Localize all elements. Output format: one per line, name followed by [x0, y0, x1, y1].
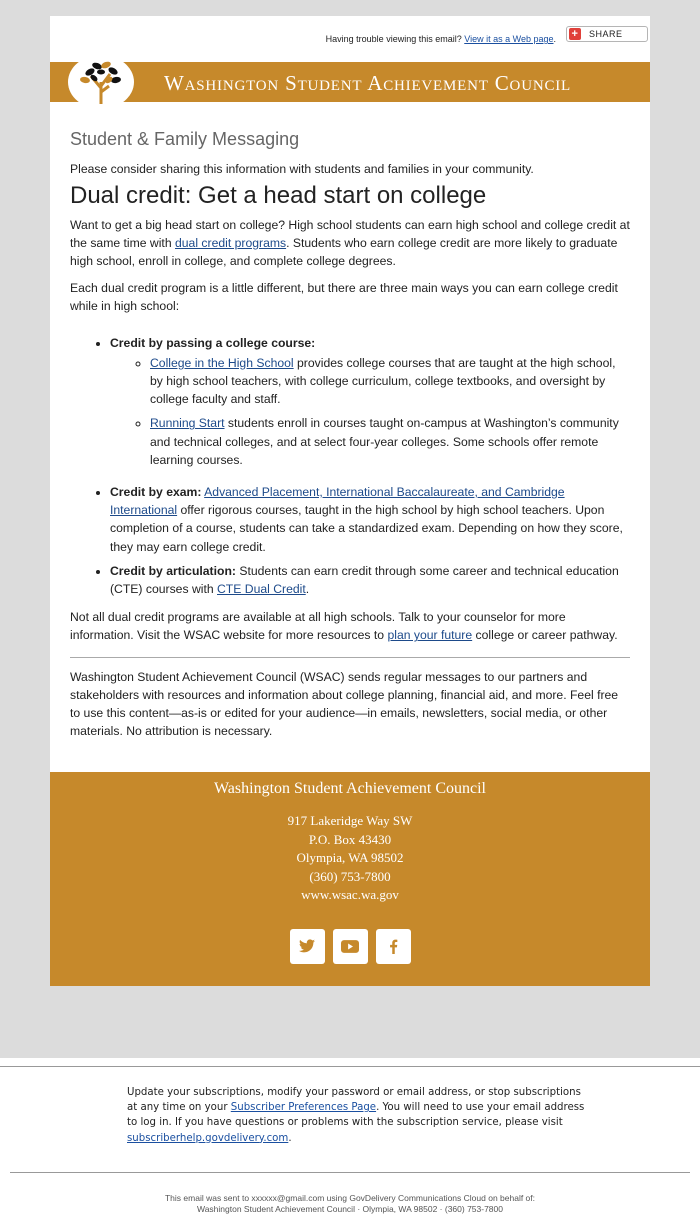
- item3-title: Credit by articulation:: [110, 563, 236, 578]
- youtube-button[interactable]: [333, 929, 368, 964]
- sent-notice: [0, 1193, 700, 1215]
- city-state-zip: Olympia, WA 98502: [296, 850, 404, 866]
- item2-text: offer rigorous courses, taught in the high school by high school teachers. Upon completion of a course, students can take a standardized exam. Depending on how they score, they may earn college credit.: [110, 503, 623, 554]
- header-banner: [50, 62, 650, 102]
- intro-text: Please consider sharing this information with students and families in your community.: [70, 162, 534, 177]
- footer-address: [50, 812, 650, 905]
- brand-title: Washington Student Achievement Council: [164, 71, 572, 95]
- subscriber-preferences-link[interactable]: Subscriber Preferences Page: [230, 1102, 377, 1114]
- ap-ib-cambridge-link[interactable]: Advanced Placement, International Baccalaureate, and Cambridge International: [110, 485, 565, 518]
- footer-org-name: Washington Student Achievement Council: [213, 780, 486, 798]
- headline: Dual credit: Get a head start on college: [70, 182, 487, 210]
- running-start-link[interactable]: Running Start: [150, 416, 225, 431]
- section-title: Student & Family Messaging: [70, 129, 300, 149]
- street-address: 917 Lakeridge Way SW: [287, 813, 413, 829]
- trouble-viewing-notice: [326, 34, 556, 44]
- credit-ways-list: [70, 334, 630, 599]
- paragraph-3: [70, 608, 630, 644]
- youtube-icon: [341, 940, 359, 953]
- sent-line-2: Washington Student Achievement Council · Olympia, WA 98502 · (360) 753-7800: [196, 1203, 503, 1214]
- paragraph-2: Each dual credit program is a little different, but there are three main ways you can earn college credit while in high school:: [70, 281, 618, 314]
- sent-line-1: This email was sent to xxxxxx@gmail.com using GovDelivery Communications Cloud on behalf of:: [164, 1192, 536, 1203]
- twitter-icon: [299, 939, 315, 953]
- list-item-college-course: [110, 334, 630, 469]
- share-button[interactable]: [566, 26, 648, 42]
- bottom-divider-2: [10, 1172, 690, 1173]
- college-in-high-school-link[interactable]: College in the High School: [150, 355, 294, 370]
- list-item-articulation: [110, 562, 630, 598]
- separator: .: [553, 34, 556, 44]
- subscriber-help-link[interactable]: subscriberhelp.govdelivery.com: [127, 1132, 289, 1144]
- p1-text-a: Want to get a big head start on college? High school students can earn high school and college credit at the same time with: [70, 217, 630, 250]
- footer: [50, 772, 650, 986]
- phone-number: (360) 753-7800: [309, 868, 391, 884]
- dual-credit-programs-link[interactable]: dual credit programs: [175, 235, 287, 250]
- college-course-sublist: [110, 354, 630, 469]
- divider: [70, 657, 630, 658]
- item1-title: Credit by passing a college course:: [110, 335, 316, 350]
- website: www.wsac.wa.gov: [301, 887, 399, 903]
- facebook-button[interactable]: [376, 929, 411, 964]
- plan-your-future-link[interactable]: plan your future: [387, 628, 473, 643]
- item2-title: Credit by exam:: [110, 485, 202, 500]
- sub1-text: provides college courses that are taught at the high school, by high school teachers, with college curriculum, college textbooks, and oversight by college faculty and staff.: [150, 355, 616, 407]
- twitter-button[interactable]: [290, 929, 325, 964]
- sublist-item-chs: [150, 354, 630, 409]
- plus-icon: +: [569, 28, 581, 40]
- trouble-text: Having trouble viewing this email?: [325, 34, 462, 44]
- main-content: [50, 102, 650, 772]
- sub2-text: students enroll in courses taught on-campus at Washington’s community and technical colleges, and at select four-year colleges. Some schools offer remote learning courses.: [150, 416, 619, 467]
- item3-text: Students can earn credit through some career and technical education (CTE) courses with: [110, 563, 619, 597]
- p3-text-a: Not all dual credit programs are available at all high schools. Talk to your counselor for more information. Visit the WSAC website for more resources to: [70, 610, 566, 643]
- facebook-icon: [389, 939, 398, 954]
- subs-text-c: .: [288, 1132, 292, 1144]
- po-box: P.O. Box 43430: [308, 831, 392, 847]
- sublist-item-running-start: [150, 414, 630, 469]
- p1-text-b: . Students who earn college credit are more likely to graduate high school, enroll in college, and complete college degrees.: [70, 235, 618, 269]
- about-wsac-text: Washington Student Achievement Council (WSAC) sends regular messages to our partners and stakeholders with resources and information about college planning, financial aid, and more. Feel free to use this content—as-is or edited for your audience—in emails, newsletters, social media, or other materials. No attribution is necessary.: [70, 669, 619, 739]
- subs-text-a: Update your subscriptions, modify your password or email address, or stop subscriptions at any time on your: [127, 1087, 581, 1114]
- top-bar: [50, 16, 650, 62]
- social-links: [50, 929, 650, 964]
- bottom-divider: [0, 1066, 700, 1067]
- p3-text-b: college or career pathway.: [472, 628, 618, 643]
- item3-end: .: [305, 582, 310, 597]
- wsac-tree-logo: [68, 55, 134, 109]
- view-web-page-link[interactable]: View it as a Web page: [464, 34, 554, 44]
- subscription-notice: [127, 1085, 587, 1146]
- list-item-exam: [110, 483, 630, 556]
- paragraph-1: [70, 216, 630, 271]
- subs-text-b: . You will need to use your email address to log in. If you have questions or problems with the subscription service, please visit: [127, 1102, 585, 1129]
- share-label: SHARE: [589, 29, 623, 39]
- email-body: [50, 16, 650, 986]
- cte-dual-credit-link[interactable]: CTE Dual Credit: [217, 582, 306, 597]
